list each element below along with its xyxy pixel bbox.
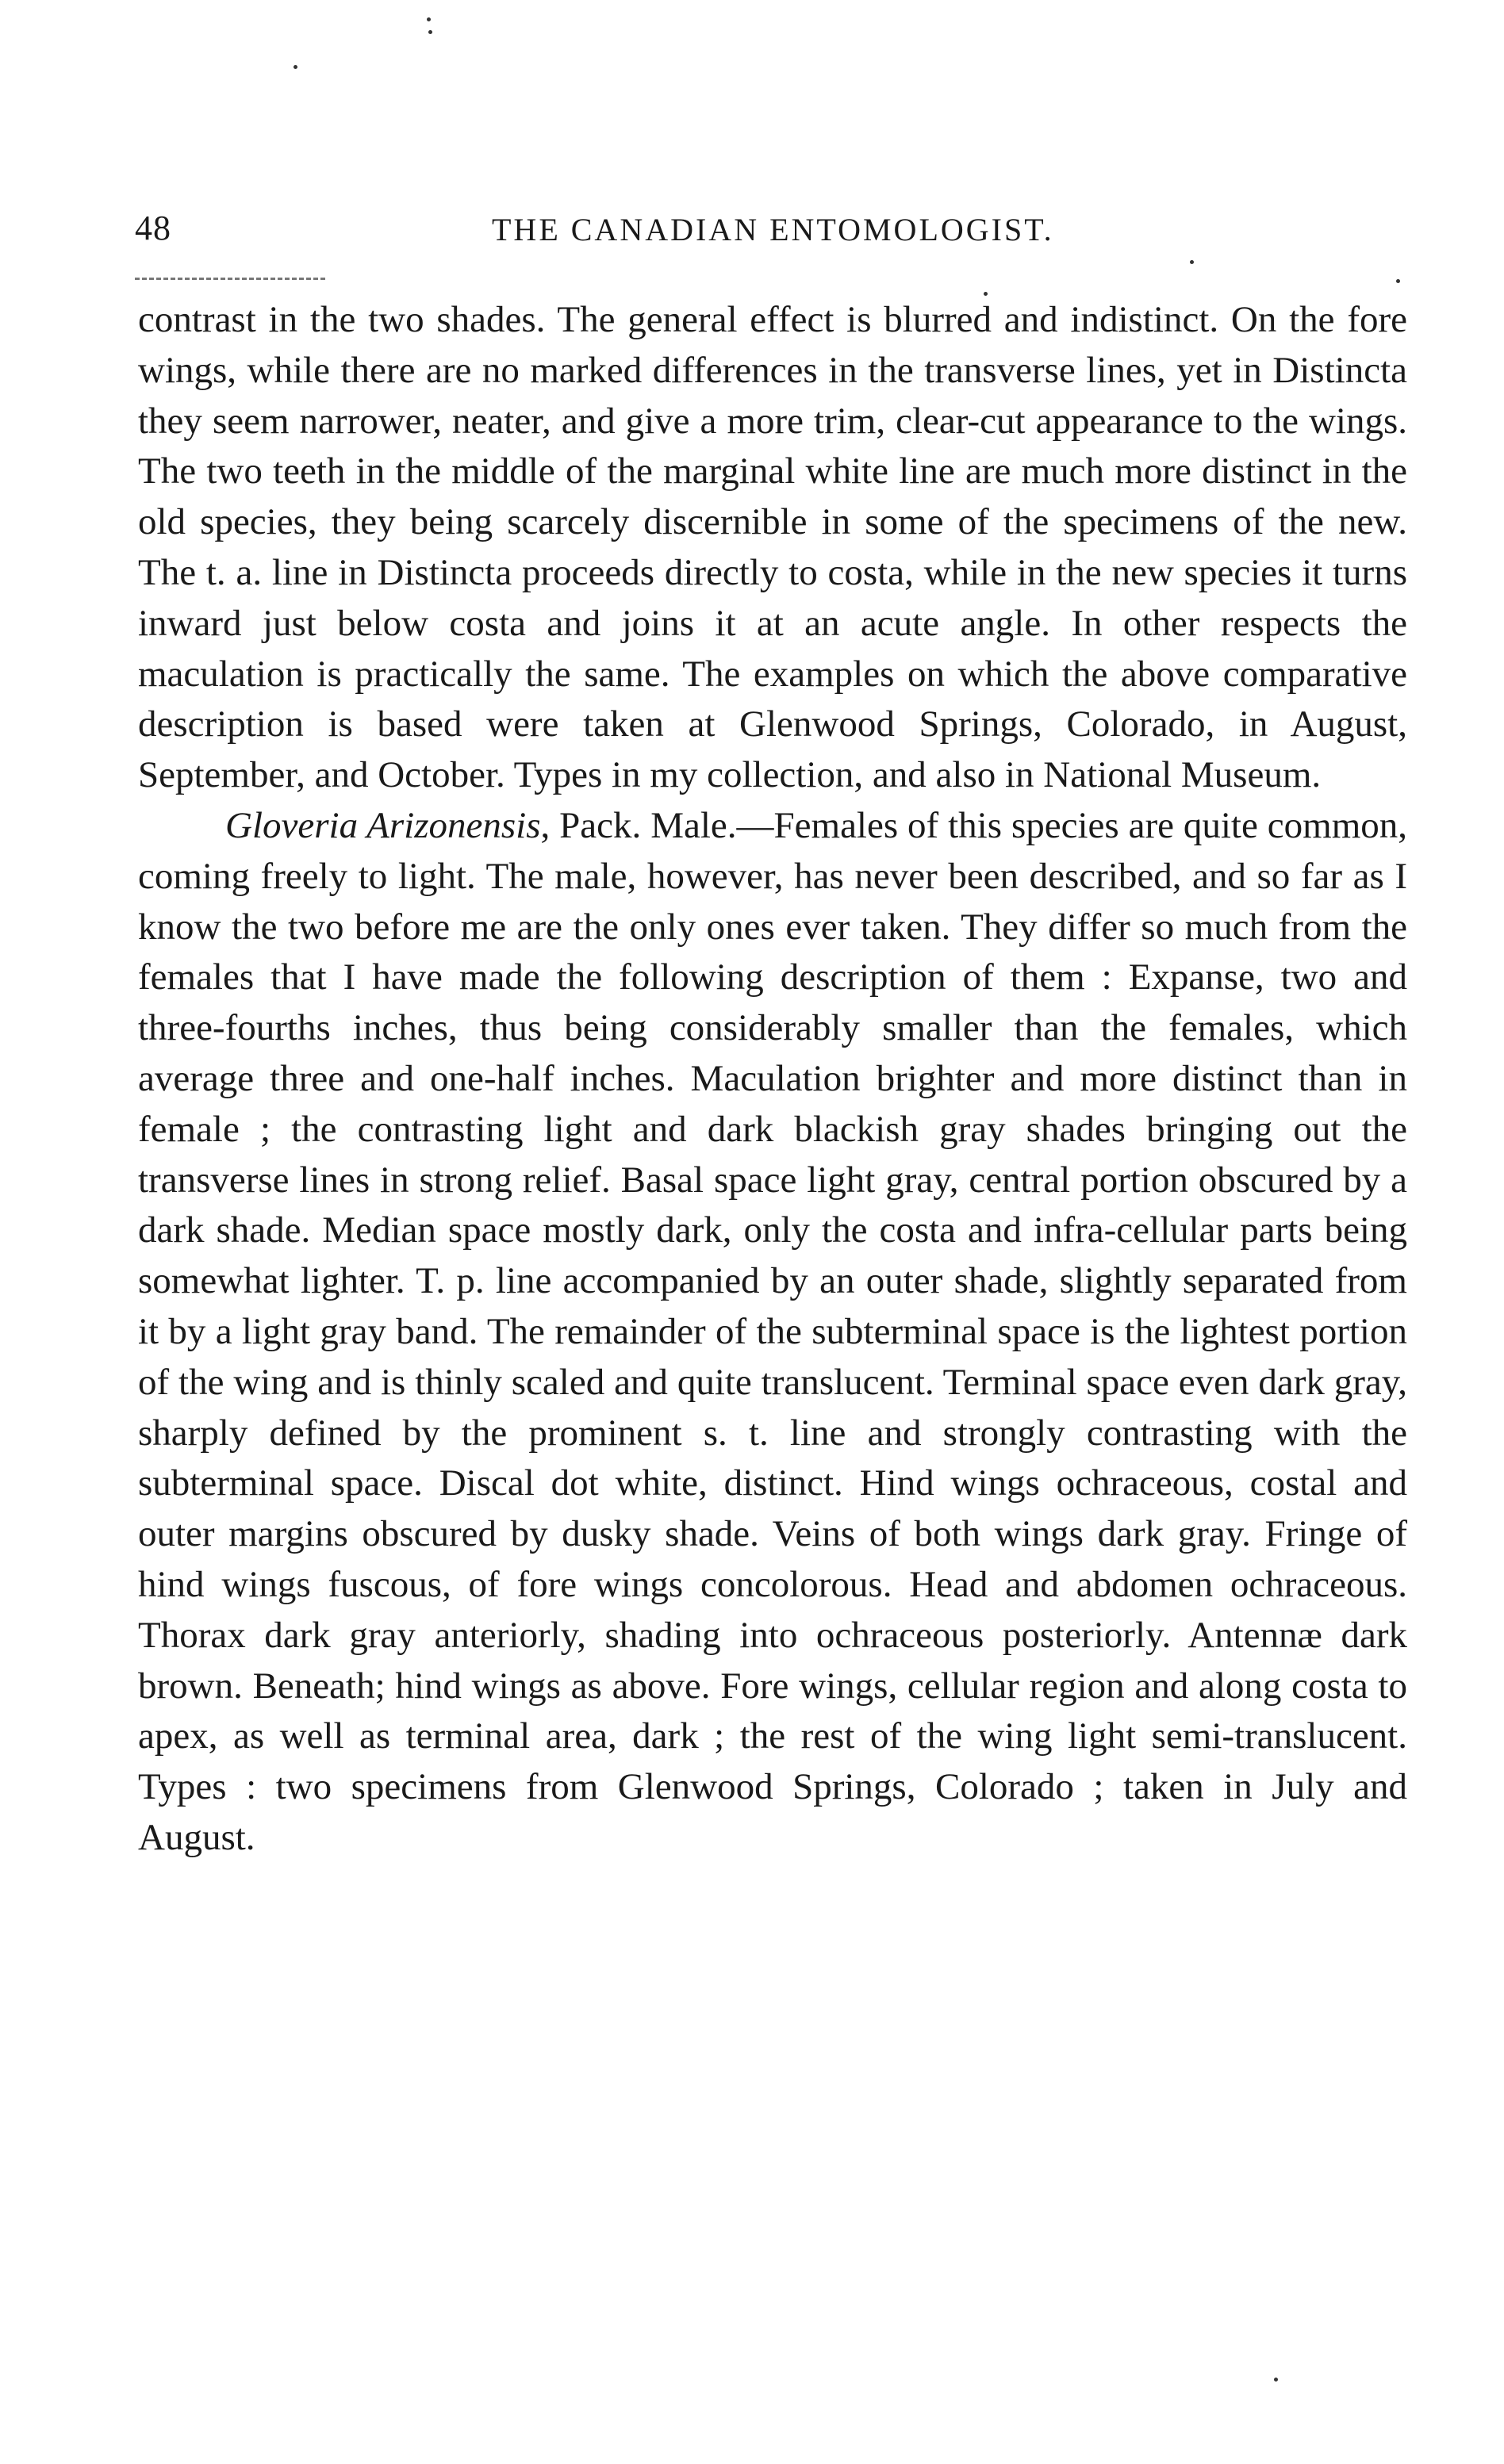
body-text	[138, 295, 1407, 1864]
page-header	[135, 208, 1420, 255]
species-name: Gloveria Arizonensis	[225, 804, 541, 846]
print-speck	[1190, 260, 1194, 264]
print-speck	[294, 65, 297, 69]
paragraph-gloveria-description	[138, 801, 1407, 1864]
print-speck	[427, 17, 431, 21]
paragraph-distincta-comparison: contrast in the two shades. The general effect is blurred and indistinct. On the fore wings, while there are no marked differences in the transverse lines, yet in Distincta they seem narrower, neater, and give a more trim, clear-cut appearance to the wings. The two teeth in the middle of the marginal white line are much more distinct in the old species, they being scarcely discernible in some of the specimens of the new. The t. a. line in Distincta proceeds directly to costa, while in the new species it turns inward just below costa and joins it at an acute angle. In other respects the maculation is practically the same. The examples on which the above comparative description is based were taken at Glenwood Springs, Colorado, in August, September, and October. Types in my collection, and also in National Museum.	[138, 299, 1407, 796]
print-speck	[428, 30, 432, 34]
header-rule	[135, 278, 325, 280]
print-speck	[1274, 2378, 1278, 2382]
page-number: 48	[135, 209, 171, 247]
running-title: THE CANADIAN ENTOMOLOGIST.	[492, 212, 1054, 247]
paragraph-gloveria-text: , Pack. Male.—Females of this species are quite common, coming freely to light. The male, however, has never been described, and so far as I know the two before me are the only ones ever taken. They differ so much from the females that I have made the following description of them : Expanse, two and three-fourths inches, thus being considerably smaller than the females, which average three and one-half inches. Maculation brighter and more distinct than in female ; the contrasting light and dark blackish gray shades bringing out the transverse lines in strong relief. Basal space light gray, central portion obscured by a dark shade. Median space mostly dark, only the costa and infra-cellular parts being somewhat lighter. T. p. line accompanied by an outer shade, slightly separated from it by a light gray band. The remainder of the subterminal space is the lightest portion of the wing and is thinly scaled and quite translucent. Terminal space even dark gray, sharply defined by the prominent s. t. line and strongly contrasting with the subterminal space. Discal dot white, distinct. Hind wings ochraceous, costal and outer margins obscured by dusky shade. Veins of both wings dark gray. Fringe of hind wings fuscous, of fore wings concolorous. Head and abdomen ochraceous. Thorax dark gray anteriorly, shading into ochraceous posteriorly. Antennæ dark brown. Beneath; hind wings as above. Fore wings, cellular region and along costa to apex, as well as terminal area, dark ; the rest of the wing light semi-translucent. Types : two specimens from Glenwood Springs, Colorado ; taken in July and August.	[138, 804, 1407, 1858]
print-speck	[1396, 279, 1400, 283]
